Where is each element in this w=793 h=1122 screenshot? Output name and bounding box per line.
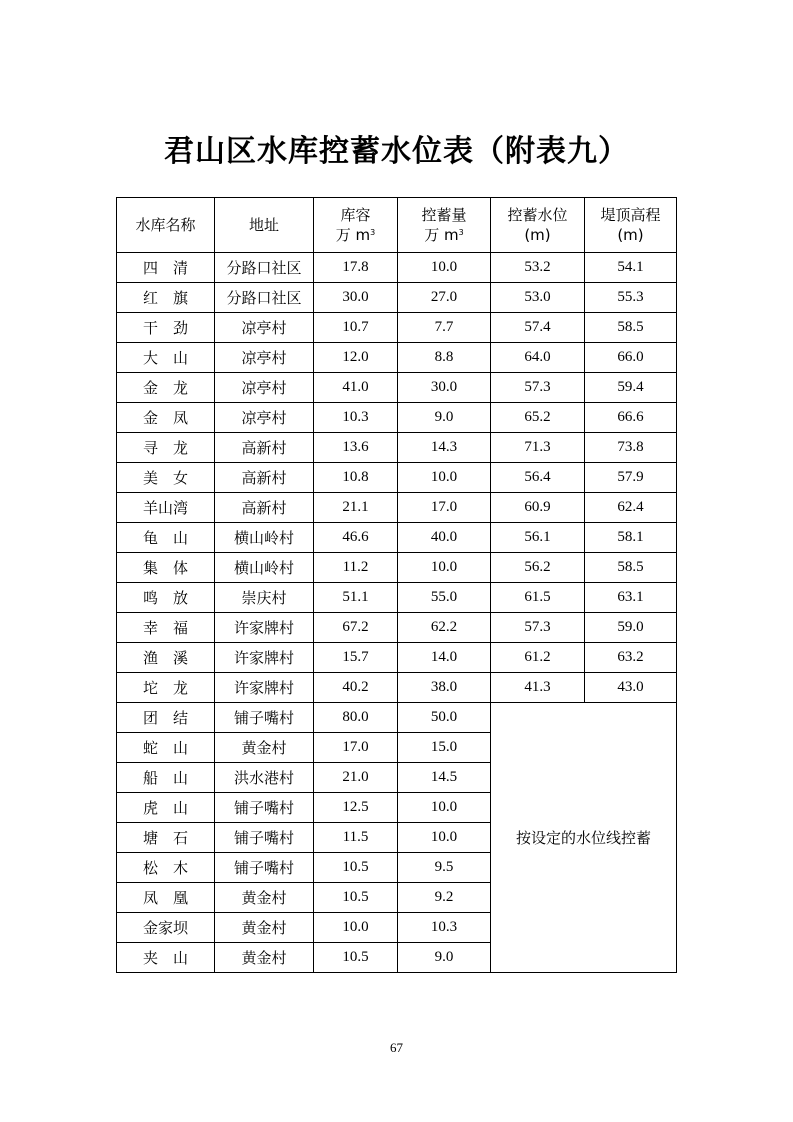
cell-level: 71.3: [491, 433, 585, 463]
cell-name: 虎 山: [117, 793, 215, 823]
cell-address: 许家牌村: [215, 643, 314, 673]
cell-storage: 14.3: [398, 433, 491, 463]
cell-capacity: 10.5: [314, 943, 398, 973]
cell-address: 分路口社区: [215, 283, 314, 313]
merged-note-cell: 按设定的水位线控蓄: [491, 703, 677, 973]
cell-address: 黄金村: [215, 943, 314, 973]
cell-storage: 10.0: [398, 253, 491, 283]
cell-address: 高新村: [215, 463, 314, 493]
cell-storage: 9.0: [398, 943, 491, 973]
header-capacity: 库容 万 $m^3$: [314, 198, 398, 253]
cell-level: 41.3: [491, 673, 585, 703]
cell-storage: 9.5: [398, 853, 491, 883]
cell-name: 幸 福: [117, 613, 215, 643]
cell-address: 许家牌村: [215, 613, 314, 643]
cell-storage: 14.0: [398, 643, 491, 673]
cell-storage: 38.0: [398, 673, 491, 703]
cell-dam: 58.5: [585, 313, 677, 343]
cell-capacity: 12.5: [314, 793, 398, 823]
cell-name: 松 木: [117, 853, 215, 883]
cell-name: 夹 山: [117, 943, 215, 973]
cell-storage: 50.0: [398, 703, 491, 733]
cell-address: 铺子嘴村: [215, 823, 314, 853]
cell-dam: 63.1: [585, 583, 677, 613]
table-row: [117, 523, 677, 553]
cell-dam: 66.0: [585, 343, 677, 373]
cell-storage: 7.7: [398, 313, 491, 343]
cell-capacity: 21.0: [314, 763, 398, 793]
cell-level: 57.4: [491, 313, 585, 343]
cell-storage: 40.0: [398, 523, 491, 553]
cell-name: 坨 龙: [117, 673, 215, 703]
cell-capacity: 10.0: [314, 913, 398, 943]
cell-name: 羊山湾: [117, 493, 215, 523]
cell-capacity: 10.5: [314, 883, 398, 913]
cell-capacity: 80.0: [314, 703, 398, 733]
cell-name: 鸣 放: [117, 583, 215, 613]
cell-dam: 62.4: [585, 493, 677, 523]
cell-address: 分路口社区: [215, 253, 314, 283]
table-row: [117, 463, 677, 493]
cell-name: 四 清: [117, 253, 215, 283]
header-dam-top: 堤顶高程 (m): [585, 198, 677, 253]
cell-dam: 58.1: [585, 523, 677, 553]
cell-level: 57.3: [491, 613, 585, 643]
header-address: 地址: [215, 198, 314, 253]
cell-storage: 14.5: [398, 763, 491, 793]
cell-storage: 10.0: [398, 463, 491, 493]
cell-capacity: 13.6: [314, 433, 398, 463]
cell-address: 高新村: [215, 433, 314, 463]
cell-storage: 15.0: [398, 733, 491, 763]
cell-address: 凉亭村: [215, 313, 314, 343]
cell-level: 56.4: [491, 463, 585, 493]
cell-address: 凉亭村: [215, 373, 314, 403]
cell-capacity: 10.3: [314, 403, 398, 433]
cell-address: 许家牌村: [215, 673, 314, 703]
header-controlled-storage: 控蓄量 万 $m^3$: [398, 198, 491, 253]
cell-capacity: 10.5: [314, 853, 398, 883]
table-row: [117, 373, 677, 403]
cell-capacity: 51.1: [314, 583, 398, 613]
cell-dam: 63.2: [585, 643, 677, 673]
cell-dam: 54.1: [585, 253, 677, 283]
cell-capacity: 12.0: [314, 343, 398, 373]
cell-name: 红 旗: [117, 283, 215, 313]
cell-storage: 30.0: [398, 373, 491, 403]
cell-name: 干 劲: [117, 313, 215, 343]
cell-dam: 43.0: [585, 673, 677, 703]
cell-capacity: 41.0: [314, 373, 398, 403]
cell-storage: 8.8: [398, 343, 491, 373]
cell-capacity: 15.7: [314, 643, 398, 673]
cell-level: 64.0: [491, 343, 585, 373]
cell-address: 横山岭村: [215, 553, 314, 583]
cell-dam: 55.3: [585, 283, 677, 313]
cell-name: 渔 溪: [117, 643, 215, 673]
cell-address: 崇庆村: [215, 583, 314, 613]
cell-address: 黄金村: [215, 883, 314, 913]
cell-level: 56.1: [491, 523, 585, 553]
cell-name: 团 结: [117, 703, 215, 733]
header-controlled-level: 控蓄水位 (m): [491, 198, 585, 253]
table-row: [117, 703, 677, 733]
reservoir-table: [116, 197, 677, 973]
cell-address: 铺子嘴村: [215, 793, 314, 823]
cell-address: 横山岭村: [215, 523, 314, 553]
cell-name: 大 山: [117, 343, 215, 373]
table-row: [117, 343, 677, 373]
cell-capacity: 67.2: [314, 613, 398, 643]
cell-name: 金家坝: [117, 913, 215, 943]
cell-name: 龟 山: [117, 523, 215, 553]
cell-level: 61.2: [491, 643, 585, 673]
cell-level: 61.5: [491, 583, 585, 613]
cell-capacity: 30.0: [314, 283, 398, 313]
cell-level: 57.3: [491, 373, 585, 403]
cell-name: 船 山: [117, 763, 215, 793]
cell-name: 金 凤: [117, 403, 215, 433]
cell-capacity: 46.6: [314, 523, 398, 553]
cell-dam: 58.5: [585, 553, 677, 583]
cell-storage: 9.0: [398, 403, 491, 433]
cell-storage: 55.0: [398, 583, 491, 613]
table-row: [117, 613, 677, 643]
table-row: [117, 673, 677, 703]
cell-storage: 10.0: [398, 823, 491, 853]
cell-level: 60.9: [491, 493, 585, 523]
cell-capacity: 17.8: [314, 253, 398, 283]
cell-storage: 10.0: [398, 793, 491, 823]
table-row: [117, 433, 677, 463]
cell-address: 凉亭村: [215, 343, 314, 373]
table-row: [117, 283, 677, 313]
cell-address: 黄金村: [215, 913, 314, 943]
cell-capacity: 21.1: [314, 493, 398, 523]
table-header-row: [117, 198, 677, 253]
page-number: 67: [390, 1040, 403, 1055]
cell-capacity: 11.2: [314, 553, 398, 583]
cell-name: 蛇 山: [117, 733, 215, 763]
cell-dam: 59.0: [585, 613, 677, 643]
cell-name: 塘 石: [117, 823, 215, 853]
cell-capacity: 40.2: [314, 673, 398, 703]
cell-level: 53.0: [491, 283, 585, 313]
cell-capacity: 11.5: [314, 823, 398, 853]
cell-storage: 27.0: [398, 283, 491, 313]
cell-address: 铺子嘴村: [215, 703, 314, 733]
header-name: 水库名称: [117, 198, 215, 253]
cell-address: 凉亭村: [215, 403, 314, 433]
cell-capacity: 10.8: [314, 463, 398, 493]
cell-level: 56.2: [491, 553, 585, 583]
cell-storage: 10.0: [398, 553, 491, 583]
cell-level: 53.2: [491, 253, 585, 283]
cell-level: 65.2: [491, 403, 585, 433]
table-row: [117, 643, 677, 673]
cell-name: 凤 凰: [117, 883, 215, 913]
table-row: [117, 553, 677, 583]
cell-capacity: 10.7: [314, 313, 398, 343]
cell-storage: 10.3: [398, 913, 491, 943]
table-row: [117, 253, 677, 283]
table-row: [117, 403, 677, 433]
table-row: [117, 583, 677, 613]
table-row: [117, 493, 677, 523]
cell-address: 高新村: [215, 493, 314, 523]
cell-storage: 62.2: [398, 613, 491, 643]
cell-name: 美 女: [117, 463, 215, 493]
cell-name: 集 体: [117, 553, 215, 583]
cell-name: 金 龙: [117, 373, 215, 403]
table-row: [117, 313, 677, 343]
cell-dam: 59.4: [585, 373, 677, 403]
cell-dam: 57.9: [585, 463, 677, 493]
cell-dam: 66.6: [585, 403, 677, 433]
cell-address: 铺子嘴村: [215, 853, 314, 883]
cell-address: 洪水港村: [215, 763, 314, 793]
cell-address: 黄金村: [215, 733, 314, 763]
cell-storage: 17.0: [398, 493, 491, 523]
cell-dam: 73.8: [585, 433, 677, 463]
cell-capacity: 17.0: [314, 733, 398, 763]
cell-storage: 9.2: [398, 883, 491, 913]
cell-name: 寻 龙: [117, 433, 215, 463]
page-title: 君山区水库控蓄水位表（附表九）: [164, 134, 629, 169]
